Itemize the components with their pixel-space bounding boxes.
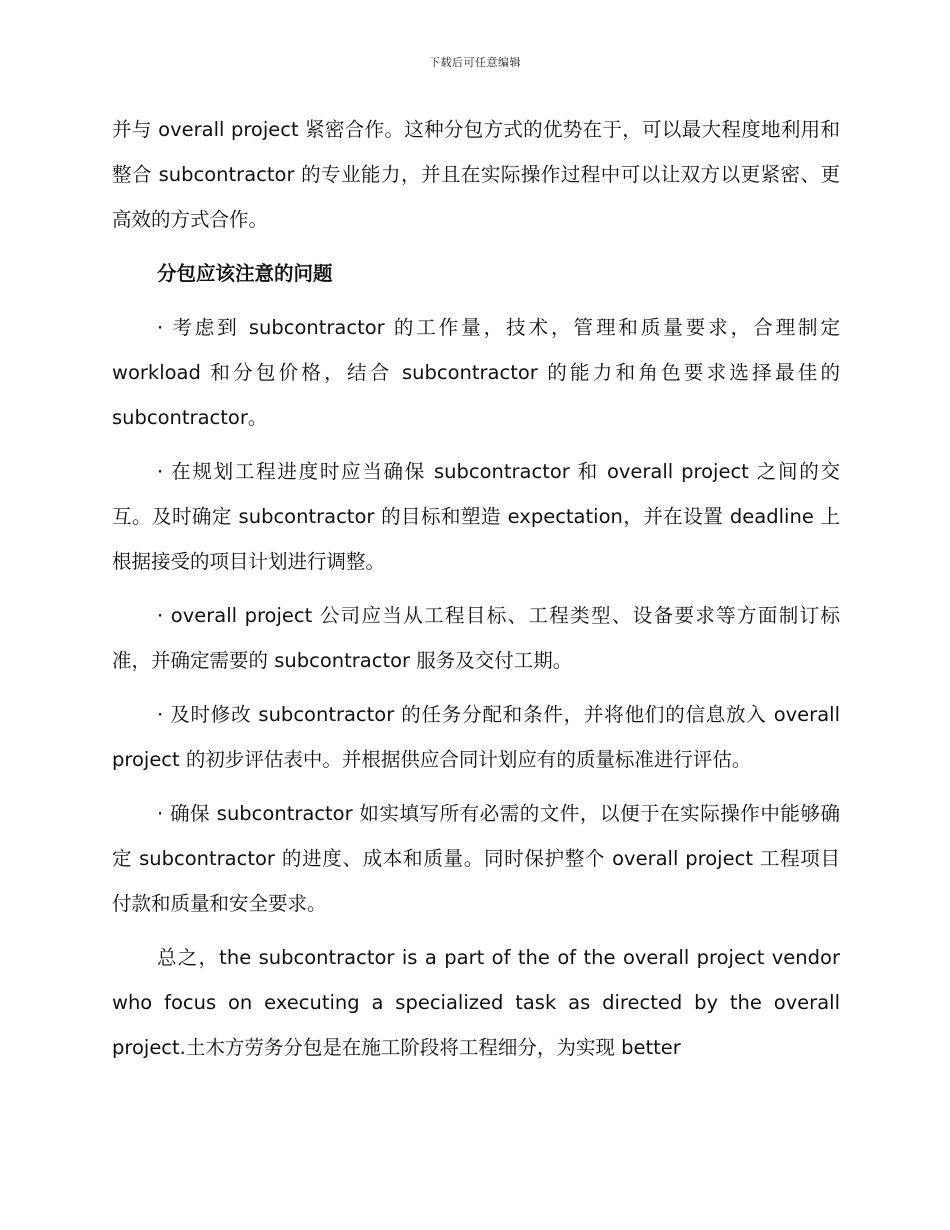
section-heading: 分包应该注意的问题 xyxy=(157,262,333,285)
summary-paragraph: 总之，the subcontractor is a part of the of the overall project vendor who focus on executing a specialized task as directed by the overall project.土木方劳务分包是在施工阶段将工程细分，为实现 better xyxy=(112,946,840,1059)
bullet-paragraph: · 确保 subcontractor 如实填写所有必需的文件，以便于在实际操作中能够确定 subcontractor 的进度、成本和质量。同时保护整个 overall project 工程项目付款和质量和安全要求。 xyxy=(112,802,840,915)
document-body xyxy=(112,107,840,1079)
bullet-paragraph: · overall project 公司应当从工程目标、工程类型、设备要求等方面制订标准，并确定需要的 subcontractor 服务及交付工期。 xyxy=(112,604,840,672)
page-header-note: 下载后可任意编辑 xyxy=(429,56,521,69)
paragraph-continuation: 并与 overall project 紧密合作。这种分包方式的优势在于，可以最大程度地利用和整合 subcontractor 的专业能力，并且在实际操作过程中可以让双方以更紧密、更高效的方式合作。 xyxy=(112,118,840,231)
bullet-paragraph: · 在规划工程进度时应当确保 subcontractor 和 overall project 之间的交互。及时确定 subcontractor 的目标和塑造 expectation，并在设置 deadline 上根据接受的项目计划进行调整。 xyxy=(112,460,840,573)
bullet-paragraph: · 及时修改 subcontractor 的任务分配和条件，并将他们的信息放入 overall project 的初步评估表中。并根据供应合同计划应有的质量标准进行评估。 xyxy=(112,703,840,771)
bullet-paragraph: · 考虑到 subcontractor 的工作量，技术，管理和质量要求，合理制定 workload 和分包价格，结合 subcontractor 的能力和角色要求选择最佳的 subcontractor。 xyxy=(112,316,840,429)
